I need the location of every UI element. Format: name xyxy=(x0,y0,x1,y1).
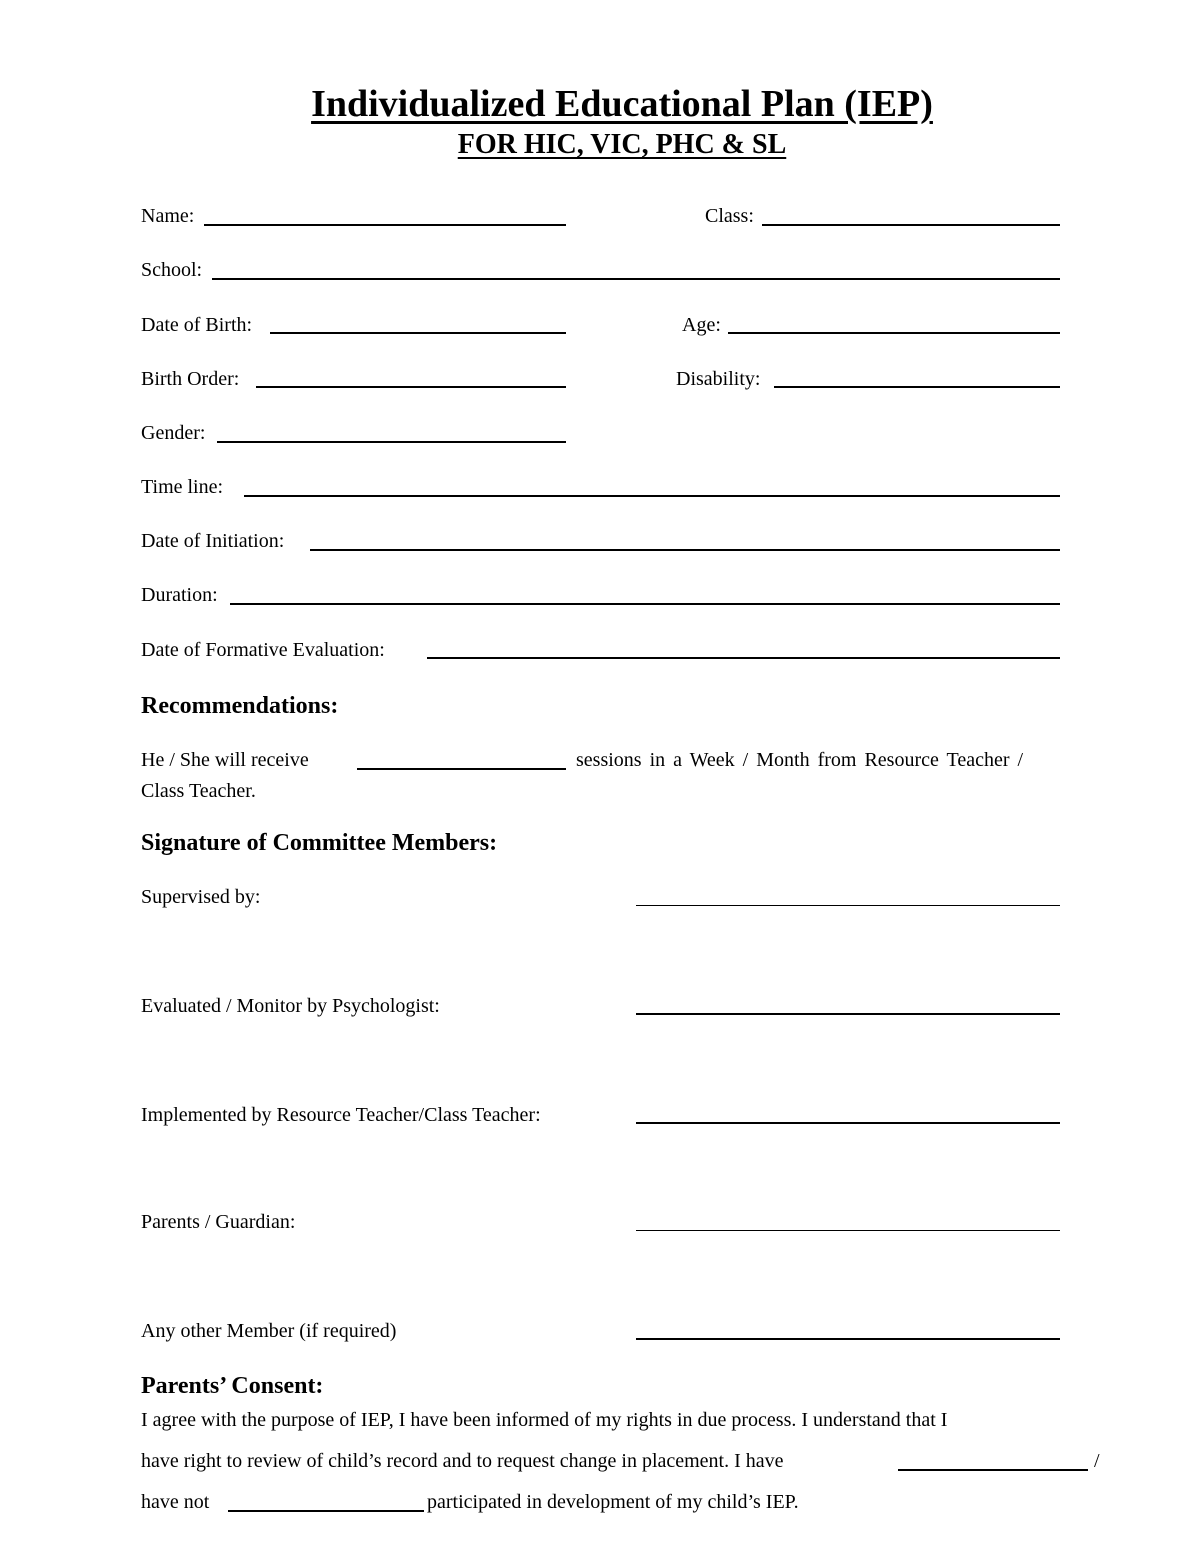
class-label: Class: xyxy=(705,205,754,227)
parents-signature-field[interactable] xyxy=(636,1230,1060,1231)
duration-field[interactable] xyxy=(230,603,1060,605)
formative-label: Date of Formative Evaluation: xyxy=(141,639,385,661)
class-field[interactable] xyxy=(762,224,1060,226)
dob-field[interactable] xyxy=(270,332,566,334)
name-field[interactable] xyxy=(204,224,566,226)
consent-line-1: I agree with the purpose of IEP, I have been informed of my rights in due process. I understand that I xyxy=(141,1409,948,1431)
implemented-label: Implemented by Resource Teacher/Class Teacher: xyxy=(141,1104,541,1126)
consent-line-3-a: have not xyxy=(141,1491,210,1513)
duration-label: Duration: xyxy=(141,584,218,606)
recommendations-text-c: Class Teacher. xyxy=(141,780,256,802)
age-field[interactable] xyxy=(728,332,1060,334)
dob-label: Date of Birth: xyxy=(141,314,253,336)
initiation-field[interactable] xyxy=(310,549,1060,551)
page-title: Individualized Educational Plan (IEP) xyxy=(311,83,933,125)
have-not-field[interactable] xyxy=(228,1510,424,1512)
parents-label: Parents / Guardian: xyxy=(141,1211,296,1233)
page-subtitle: FOR HIC, VIC, PHC & SL xyxy=(457,129,787,160)
consent-line-3-b: participated in development of my child’s IEP. xyxy=(427,1491,799,1513)
school-label: School: xyxy=(141,259,203,281)
timeline-field[interactable] xyxy=(244,495,1060,497)
consent-line-2: have right to review of child’s record and to request change in placement. I have xyxy=(141,1450,784,1472)
signatures-heading: Signature of Committee Members: xyxy=(141,830,498,856)
consent-line-2-slash: / xyxy=(1094,1450,1100,1472)
other-member-label: Any other Member (if required) xyxy=(141,1320,397,1342)
initiation-label: Date of Initiation: xyxy=(141,530,285,552)
have-field[interactable] xyxy=(898,1469,1088,1471)
gender-label: Gender: xyxy=(141,422,206,444)
psychologist-signature-field[interactable] xyxy=(636,1013,1060,1015)
supervised-label: Supervised by: xyxy=(141,886,261,908)
gender-field[interactable] xyxy=(217,441,566,443)
other-member-signature-field[interactable] xyxy=(636,1338,1060,1340)
psychologist-label: Evaluated / Monitor by Psychologist: xyxy=(141,995,440,1017)
recommendations-text-a: He / She will receive xyxy=(141,749,309,771)
consent-heading: Parents’ Consent: xyxy=(141,1373,324,1399)
age-label: Age: xyxy=(682,314,721,336)
timeline-label: Time line: xyxy=(141,476,224,498)
name-label: Name: xyxy=(141,205,195,227)
sessions-field[interactable] xyxy=(357,768,566,770)
recommendations-text-b: sessions in a Week / Month from Resource Teacher / xyxy=(576,749,1024,771)
birth-order-label: Birth Order: xyxy=(141,368,240,390)
formative-field[interactable] xyxy=(427,657,1060,659)
recommendations-heading: Recommendations: xyxy=(141,693,339,719)
disability-label: Disability: xyxy=(676,368,761,390)
birth-order-field[interactable] xyxy=(256,386,566,388)
school-field[interactable] xyxy=(212,278,1060,280)
supervised-signature-field[interactable] xyxy=(636,905,1060,906)
disability-field[interactable] xyxy=(774,386,1060,388)
implemented-signature-field[interactable] xyxy=(636,1122,1060,1124)
